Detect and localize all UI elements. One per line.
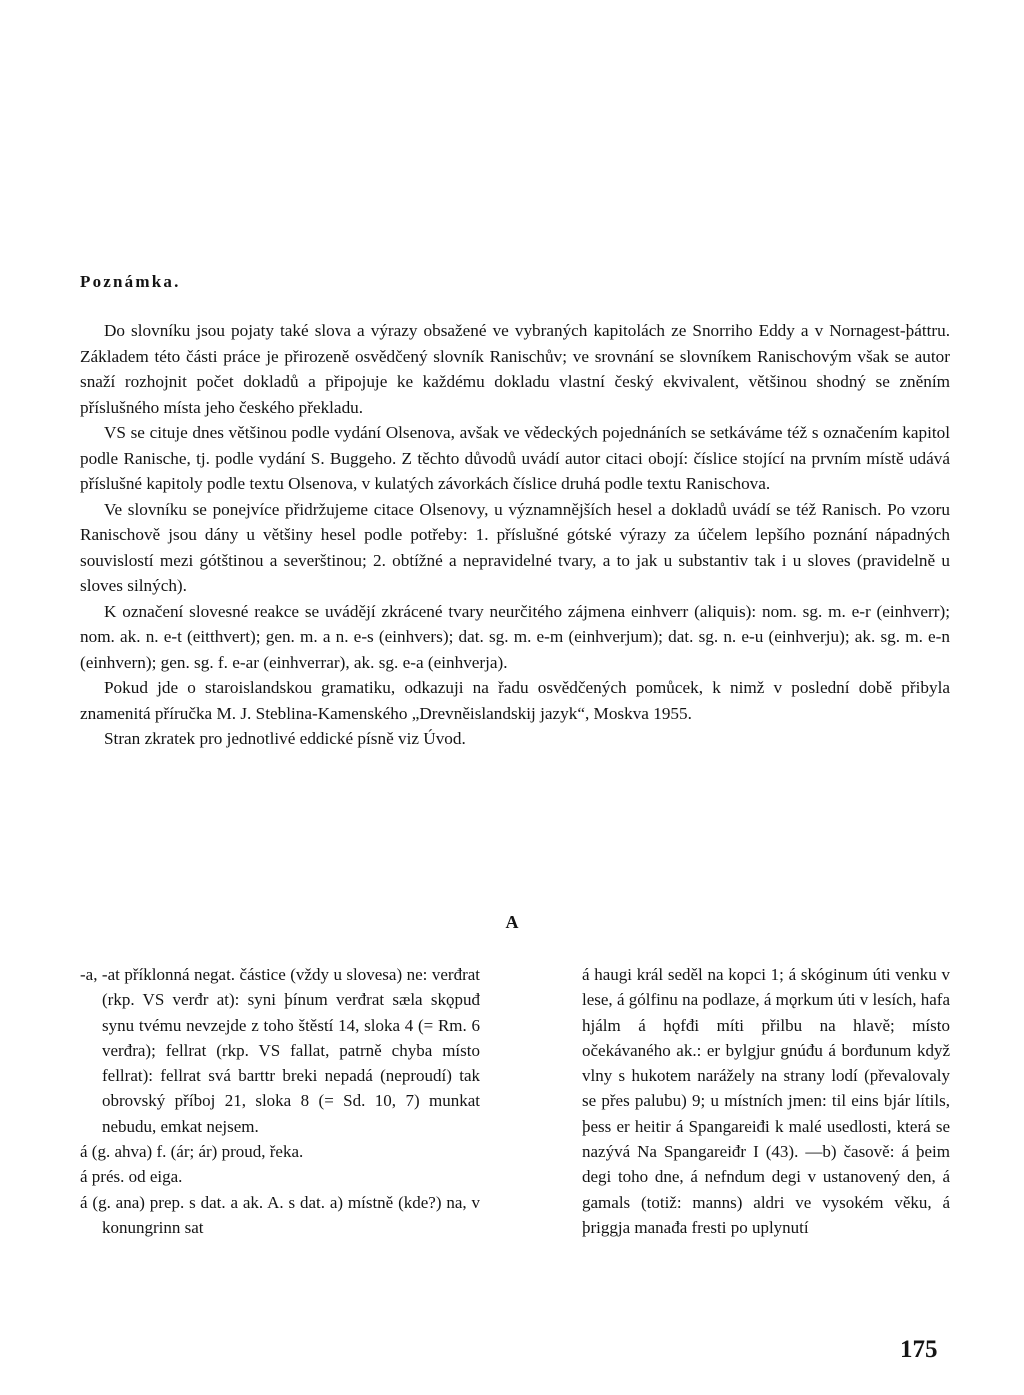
intro-paragraph: Ve slovníku se ponejvíce přidržujeme citace Olsenovy, u významnějších hesel a dokladů uvádí se též Ranisch. Po vzoru Ranischově jsou dány u většiny hesel podle potřeby: 1. příslušné gótské výrazy za účelem lepšího poznání nápadných souvislostí mezi gótštinou a severštinou; 2. obtížné a nepravidelné tvary, a to jak u substantiv tak i u sloves (pravidelně u sloves silných). xyxy=(80,499,950,595)
section-title: Poznámka. xyxy=(80,272,181,291)
intro-paragraph: K označení slovesné reakce se uvádějí zkrácené tvary neurčitého zájmena einhverr (aliquis): nom. sg. m. e-r (einhverr); nom. ak. n. e-t (eitthvert); gen. m. a n. e-s (einhvers); dat. sg. m. e-m (einhverjum); dat. sg. n. e-u (einhverju); ak. sg. m. e-n (einhvern); gen. sg. f. e-ar (einhverrar), ak. sg. e-a (einhverja). xyxy=(80,601,950,672)
intro-paragraph: Pokud jde o staroislandskou gramatiku, odkazuji na řadu osvědčených pomůcek, k nimž v poslední době přibyla znamenitá příručka M. J. Steblina-Kamenského „Drevněislandskij jazyk“, Moskva 1955. xyxy=(80,678,950,723)
intro-paragraph: Do slovníku jsou pojaty také slova a výrazy obsažené ve vybraných kapitolách ze Snorriho Eddy a v Nornagest-þáttru. Základem této části práce je přirozeně osvědčený slovník Ranischův; ve srovnání se slovníkem Ranischovým však se autor snaží rozhojnit počet dokladů a připojuje ke každému dokladu vlastní český ekvivalent, většinou shodný se zněním příslušného místa jeho českého překladu. xyxy=(80,321,950,417)
dictionary-entry: á prés. od eiga. xyxy=(80,1167,183,1187)
letter-heading: A xyxy=(505,912,519,932)
intro-paragraph: Stran zkratek pro jednotlivé eddické písně viz Úvod. xyxy=(104,729,466,748)
intro-paragraph: VS se cituje dnes většinou podle vydání Olsenova, avšak ve vědeckých pojednáních se setkáváme též s označením kapitol podle Ranische, tj. podle vydání S. Buggeho. Z těchto důvodů uvádí autor citaci obojí: číslice stojící na prvním místě udává příslušné kapitoly podle textu Olsenova, v kulatých závorkách číslice druhá podle textu Ranischova. xyxy=(80,423,950,493)
page-number: 175 xyxy=(900,1336,938,1363)
dictionary-entry-continued: á haugi král seděl na kopci 1; á skóginum úti venku v lese, á gólfinu na podlaze, á mǫrkum úti v lesích, hafa hjálm á hǫfđi míti přilbu na hlavě; místo očekávaného ak.: er bylgjur gnúđu á borđunum když vlny s hukotem narážely na strany lodí (převalovaly se přes palubu) 9; u místních jmen: til eins bjár lítils, þess er heitir á Spangareiđi k malé usedlosti, která se nazývá Na Spangareiđr I (43). —b) časově: á þeim degi toho dne, á nefndum degi v ustanovený den, á gamals (totiž: manns) aldri ve vysokém věku, á þriggja manađa fresti po uplynutí xyxy=(582,965,950,1237)
dictionary-entry: á (g. ana) prep. s dat. a ak. A. s dat. a) místně (kde?) na, v konungrinn sat xyxy=(80,1192,480,1237)
dictionary-entry: -a, -at příklonná negat. částice (vždy u slovesa) ne: verđrat (rkp. VS verđr at): syni þínum verđrat sæla skǫpuđ synu tvému nevzejde z toho štěstí 14, sloka 4 (= Rm. 6 verđra); fellrat (rkp. VS fallat, patrně chyba místo fellrat): fellrat svá barttr breki nepadá (neproudí) tak obrovský příboj 21, sloka 8 (= Sd. 10, 7) munkat nebudu, emkat nejsem. xyxy=(80,965,480,1136)
intro-text xyxy=(80,318,950,752)
right-column xyxy=(560,962,950,1240)
dictionary-entry: á (g. ahva) f. (ár; ár) proud, řeka. xyxy=(80,1142,304,1162)
left-column xyxy=(80,962,480,1240)
